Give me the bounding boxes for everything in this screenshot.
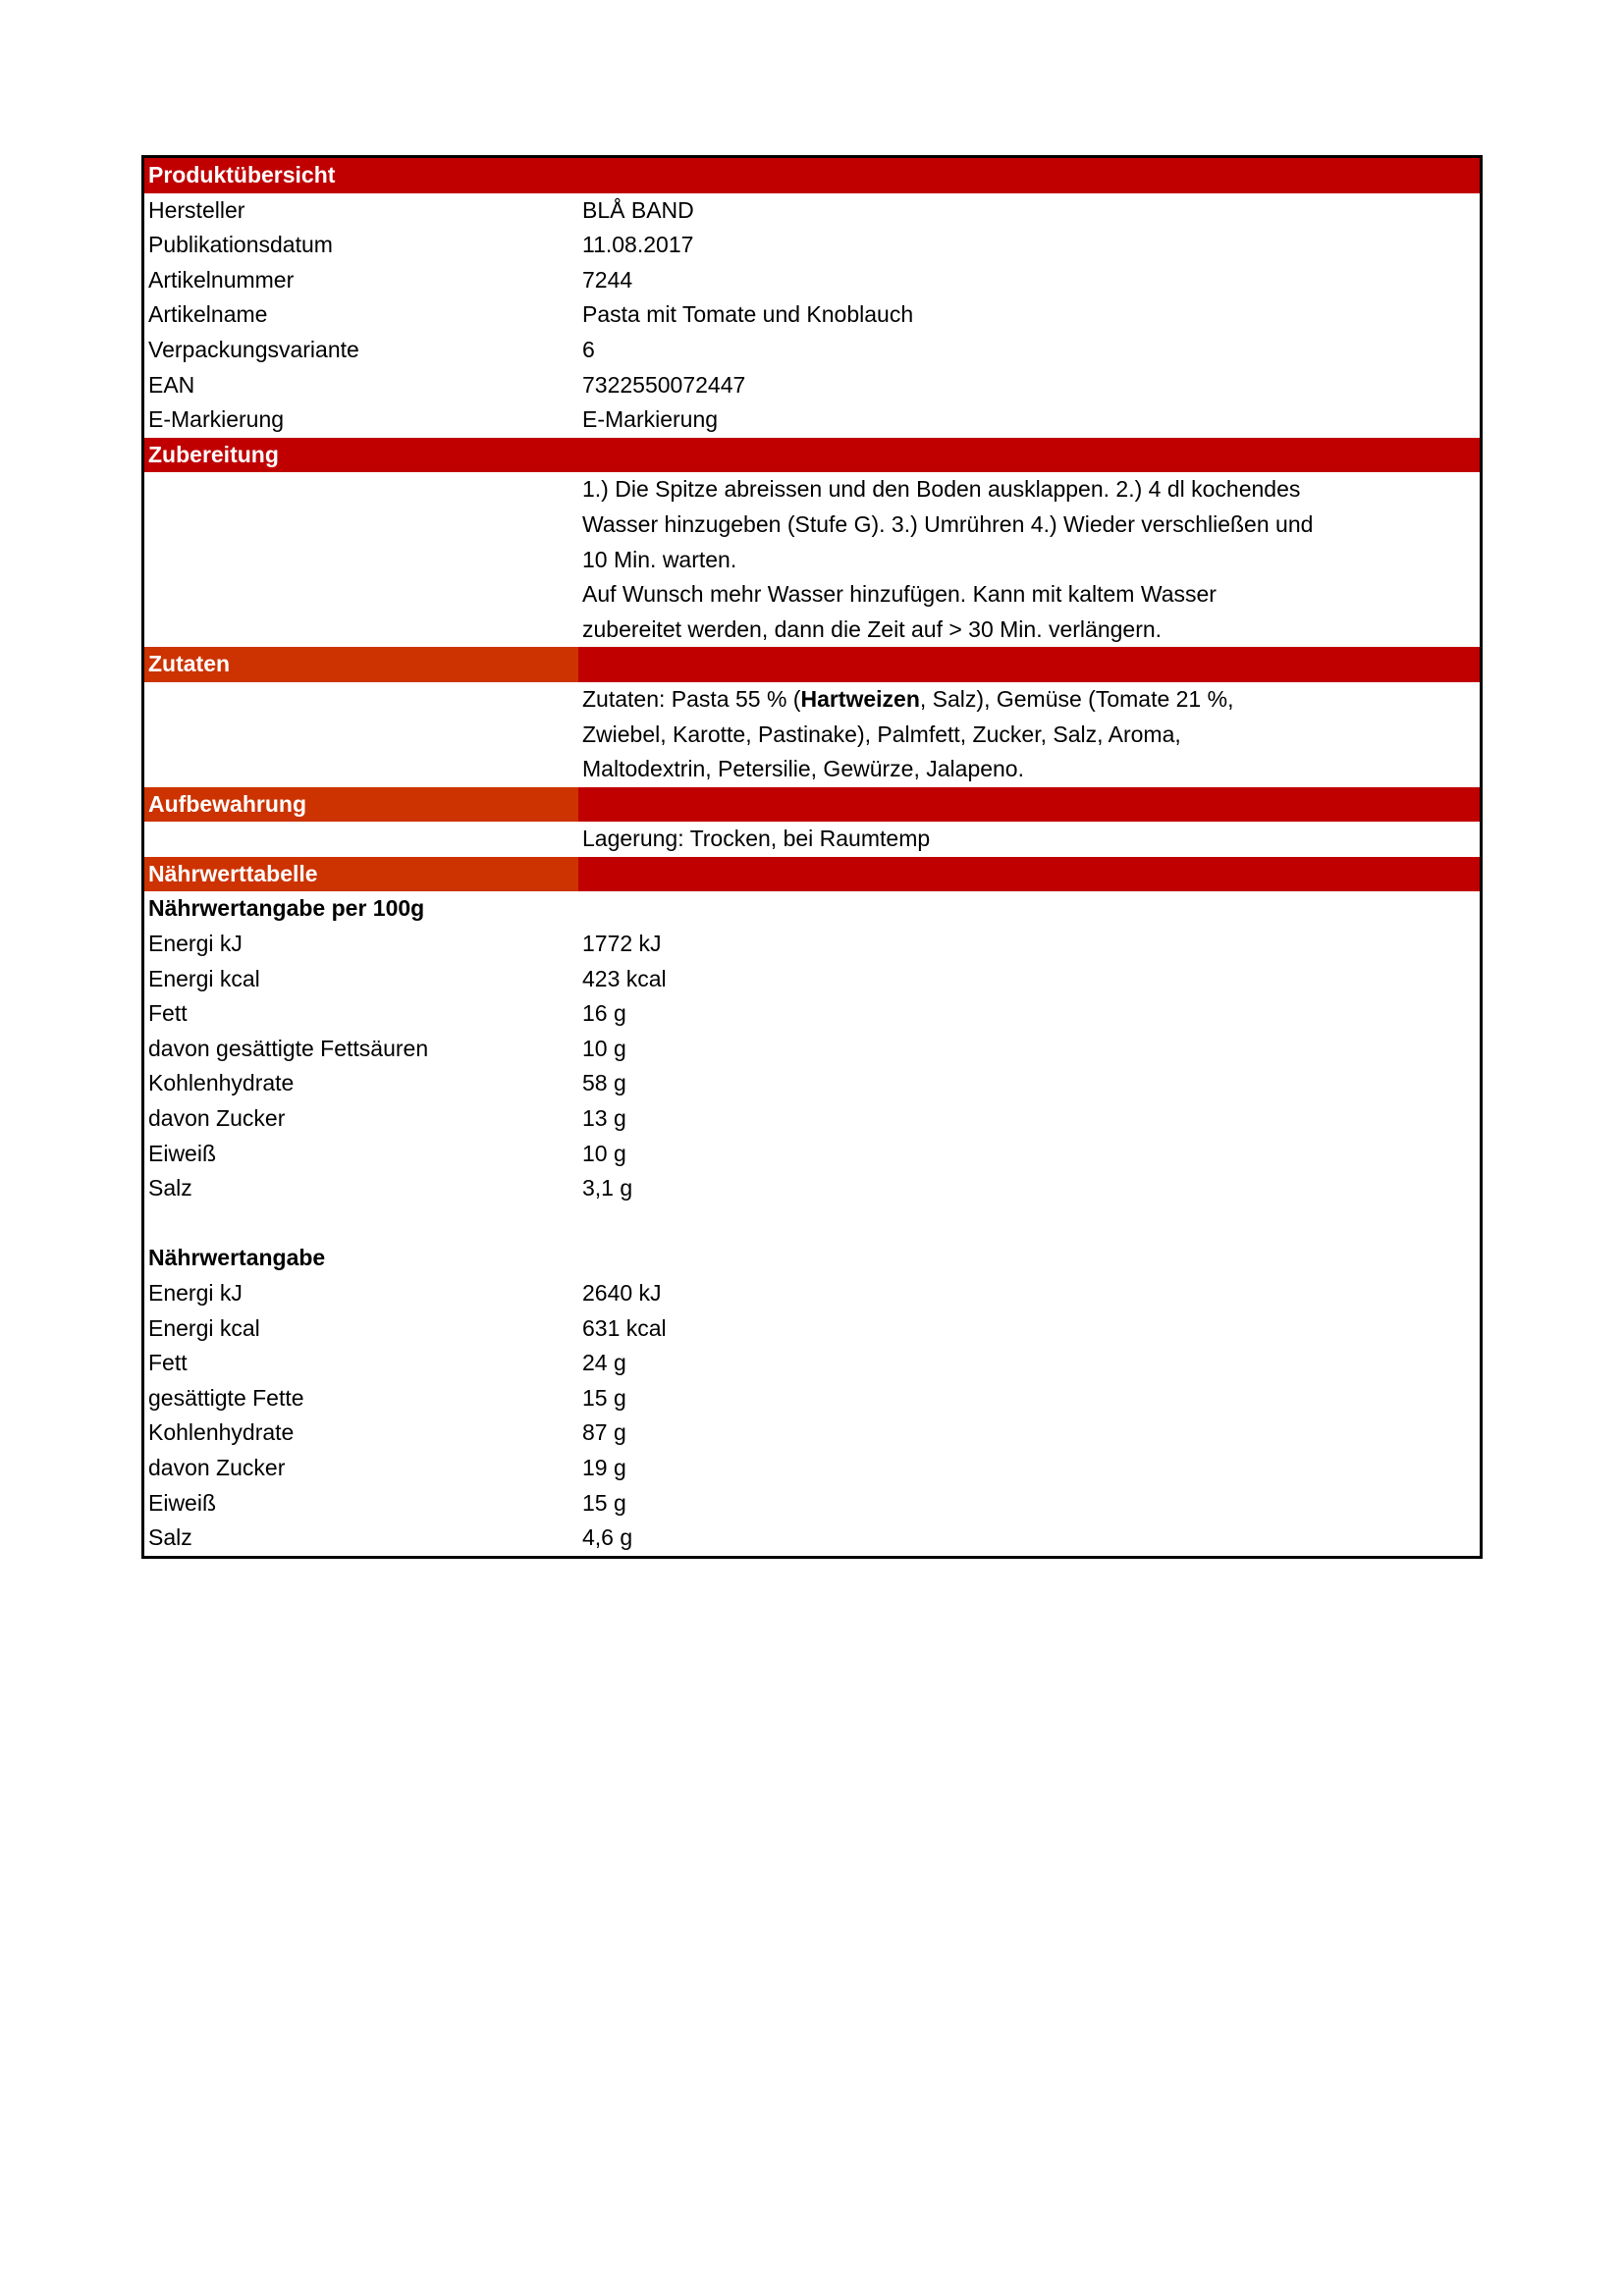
ingredients-line: Zwiebel, Karotte, Pastinake), Palmfett, Zucker, Salz, Aroma, [582, 721, 1181, 747]
table-row [144, 228, 1480, 263]
row-value: BLÅ BAND [582, 196, 694, 223]
nutrition-row: davon gesättigte Fettsäuren 10 g [148, 1035, 626, 1061]
ingredients-line: Maltodextrin, Petersilie, Gewürze, Jalapeno. [582, 756, 1024, 782]
nutrition-row: Kohlenhydrate 87 g [148, 1419, 626, 1446]
nutrition-row: Energi kJ 1772 kJ [148, 931, 662, 957]
preparation-line: Auf Wunsch mehr Wasser hinzufügen. Kann mit kaltem Wasser [582, 581, 1217, 608]
row-label: Artikelname [148, 301, 268, 328]
row-label: Hersteller [148, 196, 245, 223]
section-header-ingredients [144, 647, 1480, 682]
nutrition-row: Salz 4,6 g [148, 1524, 633, 1551]
section-title: Zubereitung [148, 441, 279, 467]
row-value: E-Markierung [582, 406, 719, 433]
section-header-storage [144, 787, 1480, 823]
nutrition-row: Fett 24 g [148, 1350, 626, 1376]
table-row [144, 297, 1480, 333]
section-title: Nährwerttabelle [144, 857, 578, 892]
row-value: 7244 [582, 266, 633, 293]
section-header-overview [144, 158, 1480, 193]
row-value: Pasta mit Tomate und Knoblauch [582, 301, 914, 328]
section-header-nutrition [144, 857, 1480, 892]
table-row [144, 263, 1480, 298]
section-header-preparation [144, 438, 1480, 473]
nutrition-subheading: Nährwertangabe [148, 1245, 326, 1271]
nutrition-row: gesättigte Fette 15 g [148, 1384, 626, 1411]
table-row [144, 368, 1480, 403]
section-title: Zutaten [144, 647, 578, 682]
table-row [144, 193, 1480, 229]
preparation-line: zubereitet werden, dann die Zeit auf > 30 Min. verlängern. [582, 615, 1163, 642]
row-value: 6 [582, 336, 595, 362]
row-label: Verpackungsvariante [148, 336, 359, 362]
nutrition-row: Eiweiß 15 g [148, 1489, 626, 1516]
section-title: Produktübersicht [148, 162, 336, 187]
nutrition-row: Salz 3,1 g [148, 1175, 633, 1201]
row-label: Publikationsdatum [148, 232, 333, 258]
nutrition-row: Energi kcal 423 kcal [148, 965, 667, 991]
preparation-line: Wasser hinzugeben (Stufe G). 3.) Umrühren 4.) Wieder verschließen und [582, 510, 1314, 537]
nutrition-row: Energi kJ 2640 kJ [148, 1280, 662, 1306]
product-sheet [141, 155, 1483, 1559]
preparation-line: 1.) Die Spitze abreissen und den Boden ausklappen. 2.) 4 dl kochendes [582, 476, 1301, 503]
nutrition-row: Energi kcal 631 kcal [148, 1314, 667, 1341]
nutrition-row: Fett 16 g [148, 1000, 626, 1027]
table-row [144, 402, 1480, 438]
preparation-line: 10 Min. warten. [582, 546, 737, 572]
row-label: E-Markierung [148, 406, 285, 433]
nutrition-row: davon Zucker 13 g [148, 1105, 626, 1132]
row-label: Artikelnummer [148, 266, 295, 293]
spacer-row [144, 1206, 1480, 1242]
row-value: 11.08.2017 [582, 232, 694, 258]
storage-line: Lagerung: Trocken, bei Raumtemp [582, 826, 931, 852]
row-label: EAN [148, 371, 195, 398]
nutrition-row: davon Zucker 19 g [148, 1454, 626, 1480]
nutrition-subheading: Nährwertangabe per 100g [148, 895, 425, 922]
ingredients-line: Zutaten: Pasta 55 % (Hartweizen, Salz), Gemüse (Tomate 21 %, [582, 685, 1234, 712]
nutrition-row: Kohlenhydrate 58 g [148, 1070, 626, 1096]
row-value: 7322550072447 [582, 371, 746, 398]
section-title: Aufbewahrung [144, 787, 578, 823]
table-row [144, 333, 1480, 368]
nutrition-row: Eiweiß 10 g [148, 1140, 626, 1166]
allergen-highlight: Hartweizen [800, 685, 920, 712]
